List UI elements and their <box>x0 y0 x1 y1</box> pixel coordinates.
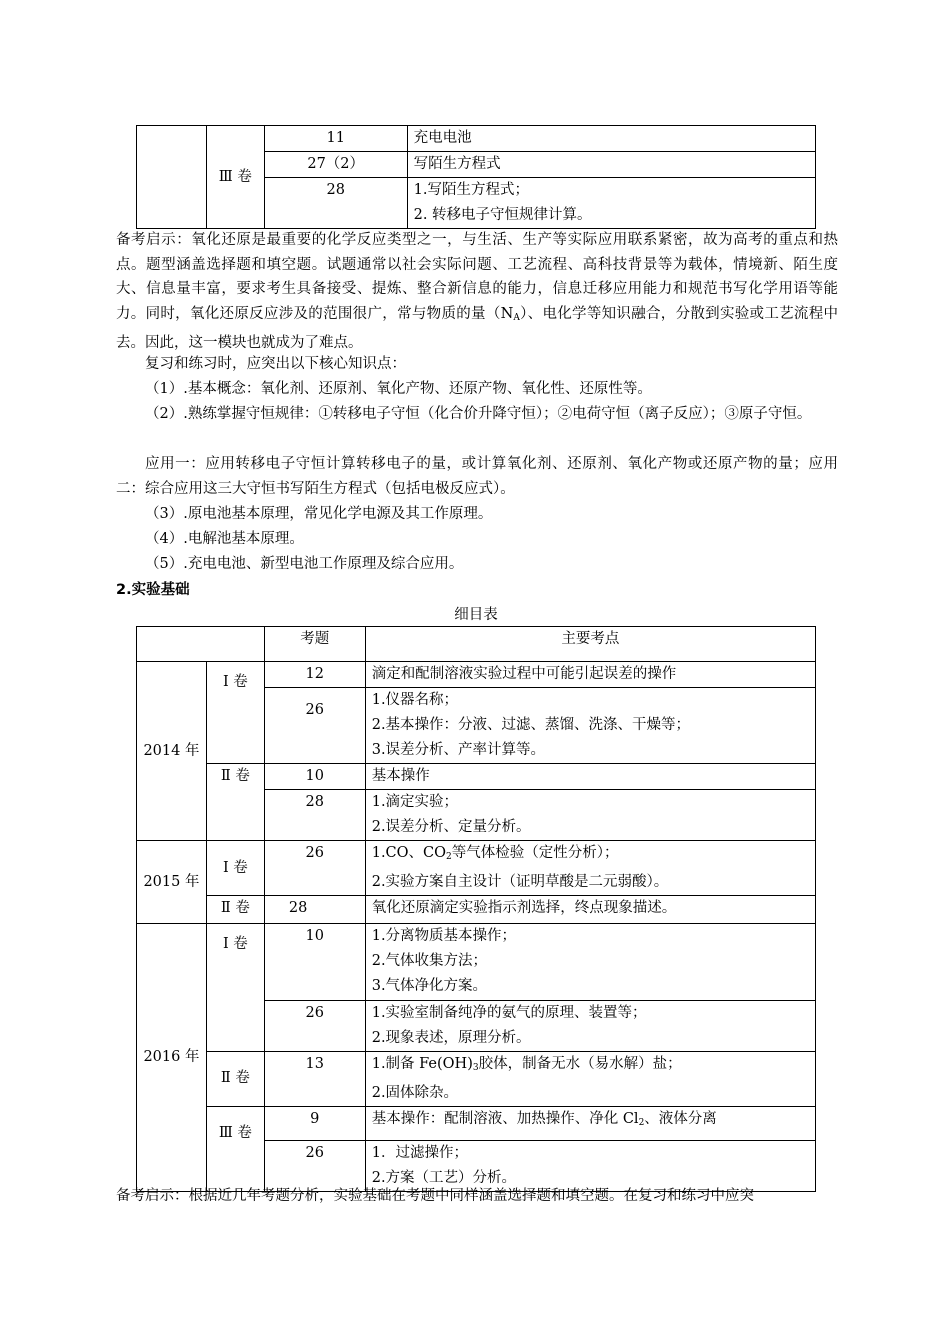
points-cell: 基本操作 <box>365 764 815 790</box>
point-line: 3.误差分析、产率计算等。 <box>371 742 546 758</box>
volume-2: Ⅱ 卷 <box>206 764 264 841</box>
question-cell: 12 <box>264 662 365 688</box>
year-2015: 2015 年 <box>137 841 207 924</box>
points-cell: 充电电池 <box>407 126 815 152</box>
knowledge-point-3: （3）.原电池基本原理，常见化学电源及其工作原理。 <box>145 506 493 522</box>
points-cell <box>365 841 815 896</box>
question-cell: 11 <box>264 126 407 152</box>
year-2014: 2014 年 <box>137 662 207 841</box>
volume-cell: Ⅲ 卷 <box>206 126 264 229</box>
table-continued <box>136 125 816 229</box>
points-cell: 氧化还原滴定实验指示剂选择，终点现象描述。 <box>365 896 815 924</box>
points-cell <box>407 178 815 229</box>
review-intro: 复习和练习时，应突出以下核心知识点： <box>145 356 406 372</box>
point-line: 2.实验方案自主设计（证明草酸是二元弱酸）。 <box>371 874 669 890</box>
point-line: 1.分离物质基本操作； <box>371 928 517 944</box>
knowledge-point-5: （5）.充电电池、新型电池工作原理及综合应用。 <box>145 556 464 572</box>
knowledge-point-2: （2）.熟练掌握守恒规律：①转移电子守恒（化合价升降守恒）；②电荷守恒（离子反应）；③原子守恒。 <box>145 406 812 422</box>
section-heading: 2.实验基础 <box>116 582 190 598</box>
point-line: 3.气体净化方案。 <box>371 978 488 994</box>
points-cell <box>365 1052 815 1107</box>
volume-1: Ⅰ 卷 <box>206 662 264 764</box>
question-cell: 26 <box>264 841 365 896</box>
year-cell <box>137 126 207 229</box>
knowledge-point-1: （1）.基本概念：氧化剂、还原剂、氧化产物、还原产物、氧化性、还原性等。 <box>145 381 652 397</box>
header-blank <box>137 627 265 662</box>
points-cell <box>365 924 815 1001</box>
point-line: 2.固体除杂。 <box>371 1085 459 1101</box>
question-cell: 27（2） <box>264 152 407 178</box>
header-question: 考题 <box>264 627 365 662</box>
question-cell: 10 <box>264 764 365 790</box>
year-2016: 2016 年 <box>137 924 207 1192</box>
question-cell: 26 <box>264 1141 365 1192</box>
point-line: 2.误差分析、定量分析。 <box>371 819 531 835</box>
point-line: 2.现象表述，原理分析。 <box>371 1030 531 1046</box>
question-cell: 10 <box>264 924 365 1001</box>
volume-3: Ⅲ 卷 <box>206 1107 264 1192</box>
header-points: 主要考点 <box>365 627 815 662</box>
question-cell: 26 <box>264 688 365 764</box>
point-line: 2.基本操作：分液、过滤、蒸馏、洗涤、干燥等； <box>371 717 691 733</box>
volume-2: Ⅱ 卷 <box>206 896 264 924</box>
application-note: 应用一：应用转移电子守恒计算转移电子的量，或计算氧化剂、还原剂、氧化产物或还原产物的量；应用二：综合应用这三大守恒书写陌生方程式（包括电极反应式）。 <box>116 456 838 497</box>
points-cell: 基本操作：配制溶液、加热操作、净化 $Cl_2$、液体分离 <box>365 1107 815 1141</box>
prep-note-2: 备考启示：根据近几年考题分析，实验基础在考题中同样涵盖选择题和填空题。在复习和练习中应突 <box>116 1188 754 1204</box>
points-cell <box>365 1001 815 1052</box>
prep-note-paragraph: 备考启示：氧化还原是最重要的化学反应类型之一，与生活、生产等实际应用联系紧密，故为高考的重点和热点。题型涵盖选择题和填空题。试题通常以社会实际问题、工艺流程、高科技背景等为载体，情境新、陌生度大、信息量丰富，要求考生具备接受、提炼、整合新信息的能力，信息迁移应用能力和规范书写化学用语等能力。同时，氧化还原反应涉及的范围很广，常与物质的量$(N_A)$、电化学等知识融合，分散到实验或工艺流程中去。因此，这一模块也就成为了难点。 <box>116 232 839 351</box>
knowledge-point-4: （4）.电解池基本原理。 <box>145 531 304 547</box>
question-cell: 28 <box>264 896 365 924</box>
points-cell: 滴定和配制溶液实验过程中可能引起误差的操作 <box>365 662 815 688</box>
point-line: 1.制备 $Fe(OH)_3$胶体，制备无水（易水解）盐； <box>371 1056 682 1073</box>
question-cell: 13 <box>264 1052 365 1107</box>
point-line: 1.仪器名称； <box>371 692 459 708</box>
point-line: 1.实验室制备纯净的氨气的原理、装置等； <box>371 1005 647 1021</box>
detail-table <box>136 626 816 1192</box>
point-line: 1.写陌生方程式； <box>413 182 529 198</box>
point-line: 1．过滤操作； <box>371 1145 468 1161</box>
volume-1: Ⅰ 卷 <box>206 841 264 896</box>
question-cell: 28 <box>264 790 365 841</box>
question-cell: 9 <box>264 1107 365 1141</box>
point-line: 1.CO、$CO_2$等气体检验（定性分析）； <box>371 845 619 862</box>
table-title: 细目表 <box>454 607 498 623</box>
volume-1: Ⅰ 卷 <box>206 924 264 1052</box>
point-line: 1.滴定实验； <box>371 794 459 810</box>
point-line: 2. 转移电子守恒规律计算。 <box>413 207 592 223</box>
question-cell: 28 <box>264 178 407 229</box>
points-cell: 写陌生方程式 <box>407 152 815 178</box>
points-cell <box>365 790 815 841</box>
point-line: 2.气体收集方法； <box>371 953 488 969</box>
points-cell <box>365 688 815 764</box>
volume-2: Ⅱ 卷 <box>206 1052 264 1107</box>
question-cell: 26 <box>264 1001 365 1052</box>
point-line: 2.方案（工艺）分析。 <box>371 1170 517 1186</box>
